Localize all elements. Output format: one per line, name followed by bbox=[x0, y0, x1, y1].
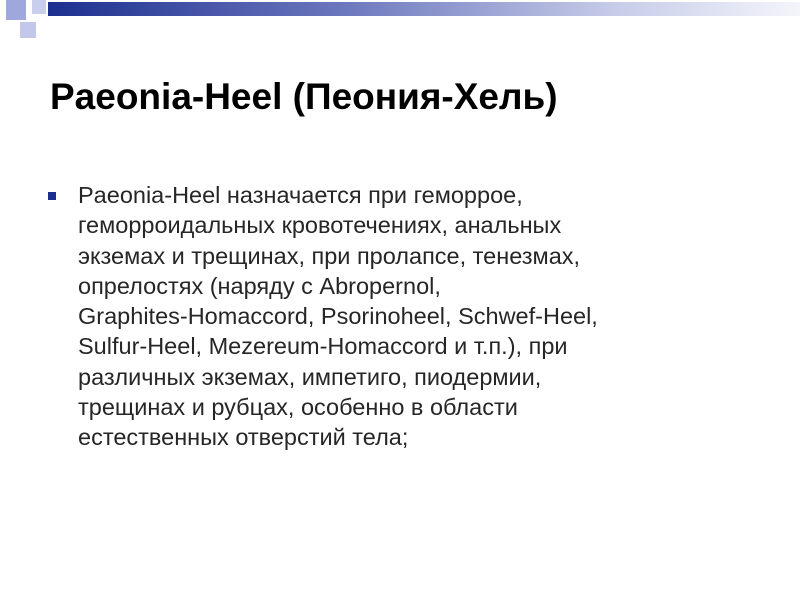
list-item bbox=[48, 180, 748, 453]
bullet-text bbox=[78, 180, 748, 453]
decorative-square bbox=[6, 0, 26, 20]
slide-title: Paeonia-Heel (Пеония-Хель) bbox=[50, 76, 558, 117]
text-line: экземах и трещинах, при пролапсе, тенезмах, bbox=[78, 242, 581, 269]
text-line: геморроидальных кровотечениях, анальных bbox=[78, 212, 562, 239]
decorative-square bbox=[20, 22, 36, 38]
header-gradient-bar bbox=[48, 2, 800, 16]
text-line: трещинах и рубцах, особенно в области bbox=[78, 394, 518, 421]
text-line: естественных отверстий тела; bbox=[78, 424, 409, 451]
text-line: Paeonia-Heel назначается при геморрое, bbox=[78, 182, 523, 208]
text-line: Graphites-Homaccord, Psorinoheel, Schwef-Heel, bbox=[78, 303, 598, 330]
square-bullet-icon bbox=[48, 192, 56, 200]
bullet-list bbox=[48, 180, 748, 453]
decorative-square bbox=[32, 0, 46, 14]
text-line: опрелостях (наряду с Abropernol, bbox=[78, 272, 441, 299]
text-line: Sulfur-Heel, Mezereum-Homaccord и т.п.), при bbox=[78, 333, 568, 360]
text-line: различных экземах, импетиго, пиодермии, bbox=[78, 363, 542, 390]
